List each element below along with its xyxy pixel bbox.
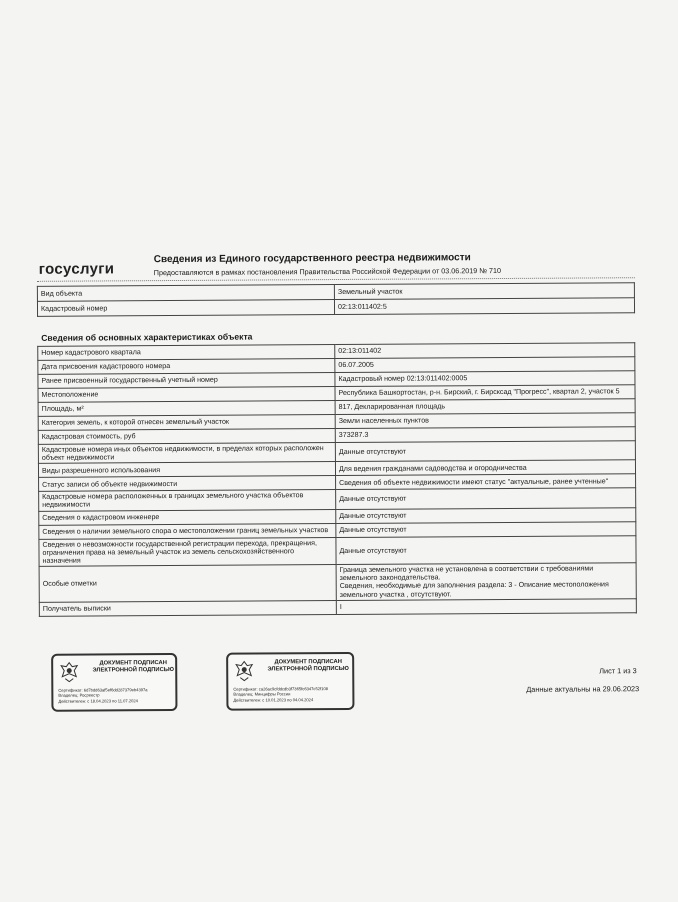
- row-value: Для ведения гражданами садоводства и огородничества: [335, 460, 635, 476]
- sheet-number: Лист 1 из 3: [599, 666, 637, 676]
- row-label: Кадастровые номера расположенных в границах земельного участка объектов недвижимости: [39, 490, 336, 511]
- row-value: 06.07.2005: [335, 357, 635, 373]
- row-label: Кадастровый номер: [37, 300, 334, 317]
- row-value: 02:13:011402: [335, 343, 635, 359]
- stamp-title: ДОКУМЕНТ ПОДПИСАН ЭЛЕКТРОННОЙ ПОДПИСЬЮ: [92, 660, 174, 674]
- stamp-title: ДОКУМЕНТ ПОДПИСАН ЭЛЕКТРОННОЙ ПОДПИСЬЮ: [267, 658, 349, 673]
- table-row: [37, 298, 634, 317]
- table-row: [39, 535, 636, 566]
- table-row: [39, 563, 636, 602]
- signature-stamp-mintsifry: [226, 652, 354, 711]
- row-value: Данные отсутствуют: [336, 535, 636, 564]
- coat-of-arms-icon: [234, 660, 254, 682]
- stamp-validity: Действителен: с 10.01.2023 по 04.04.2024: [233, 696, 314, 703]
- stamp-meta: [58, 687, 147, 703]
- table-row: [39, 598, 636, 616]
- characteristics-table: [37, 342, 637, 616]
- row-label: Статус записи об объекте недвижимости: [39, 476, 336, 492]
- section-title: Сведения об основных характеристиках объекта: [41, 331, 253, 343]
- row-value: Граница земельного участка не установлена в соответствии с требованиями земельного законодательства. Сведения, необходимые для заполнения раздела: 3 - Описание местоположения земельного участка , отсутствуют.: [336, 563, 636, 600]
- row-value: Данные отсутствуют: [335, 441, 635, 462]
- stamp-meta: [233, 686, 328, 703]
- row-label: Кадастровая стоимость, руб: [38, 429, 335, 445]
- row-label: Сведения о наличии земельного спора о местоположении границ земельных участков: [39, 523, 336, 539]
- row-label: Вид объекта: [37, 285, 334, 302]
- document-title: Сведения из Единого государственного реестра недвижимости: [153, 252, 471, 266]
- row-value: Земельный участок: [334, 283, 634, 300]
- row-label: Получатель выписки: [39, 600, 336, 616]
- row-value: Данные отсутствуют: [336, 488, 636, 509]
- stamp-owner: Владелец: Минцифры России: [233, 691, 291, 697]
- row-label: Площадь, м²: [38, 401, 335, 417]
- object-table: [37, 282, 635, 317]
- row-label: Номер кадастрового квартала: [38, 345, 335, 361]
- row-value: 02:13:011402:5: [334, 298, 634, 315]
- row-label: Сведения о кадастровом инженере: [39, 509, 336, 525]
- row-value: Кадастровый номер 02:13:011402:0005: [335, 371, 635, 387]
- row-label: Категория земель, к которой отнесен земельный участок: [38, 415, 335, 431]
- row-label: Кадастровые номера иных объектов недвижимости, в пределах которых расположен объект недвижимости: [38, 443, 335, 464]
- row-value: Данные отсутствуют: [336, 521, 636, 537]
- document-subtitle: Предоставляются в рамках постановления Правительства Российской Федерации от 03.06.2019 № 710: [153, 266, 501, 278]
- coat-of-arms-icon: [59, 661, 79, 683]
- row-label: Сведения о невозможности государственной регистрации перехода, прекращения, ограничения права на земельный участок из земель сельскохозяйственного назначения: [39, 537, 336, 566]
- actuality-date: Данные актуальны на 29.06.2023: [526, 684, 640, 694]
- row-value: I: [336, 598, 636, 614]
- gosuslugi-logo: госуслуги: [38, 260, 115, 278]
- row-value: Республика Башкортостан, р-н. Бирский, г. Бирскcад "Прогресс", квартал 2, участок 5: [335, 385, 635, 401]
- row-value: Данные отсутствуют: [336, 507, 636, 523]
- row-value: 817, Декларированная площадь: [335, 399, 635, 415]
- row-value: 373287.3: [335, 427, 635, 443]
- row-label: Виды разрешенного использования: [38, 462, 335, 478]
- row-label: Особые отметки: [39, 565, 336, 602]
- row-label: Дата присвоения кадастрового номера: [38, 359, 335, 375]
- signature-stamp-rosreestr: [51, 653, 177, 712]
- stamp-certificate: Сертификат: ca26ac9cfddcdb3f7365fc6347c52f108: [233, 686, 329, 692]
- row-value: Земли населенных пунктов: [335, 413, 635, 429]
- header-divider: [37, 277, 635, 282]
- stamp-owner: Владелец: Росреестр: [58, 692, 100, 699]
- stamp-validity: Действителен: с 18.04.2023 по 11.07.2024: [58, 697, 138, 704]
- stamp-certificate: Сертификат: 6d7bdd63af5ef6dd287379eb4397a: [58, 687, 148, 693]
- row-value: Сведения об объекте недвижимости имеют статус "актуальные, ранее учтенные": [336, 474, 636, 490]
- row-label: Ранее присвоенный государственный учетный номер: [38, 373, 335, 389]
- row-label: Местоположение: [38, 387, 335, 403]
